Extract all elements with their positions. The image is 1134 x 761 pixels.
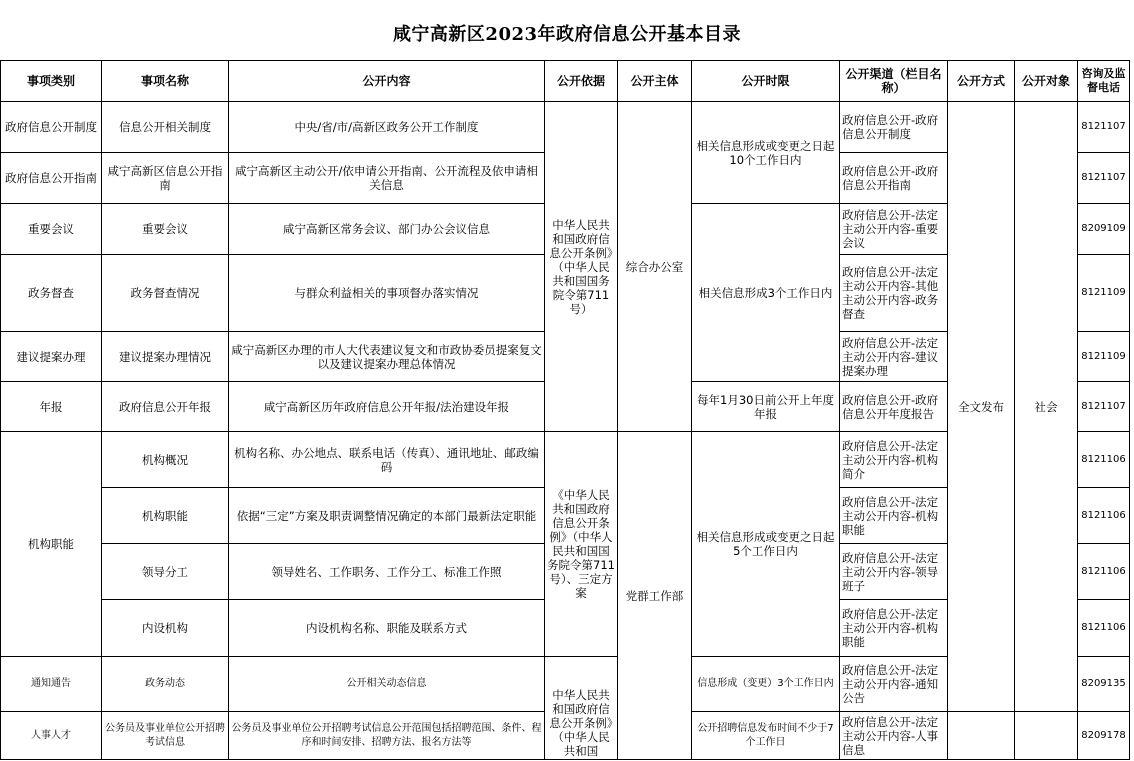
target-cell [1015, 712, 1078, 760]
basis-cell: 《中华人民共和国政府信息公开条例》（中华人民共和国国务院令第711号）、三定方案 [545, 432, 618, 657]
name-cell: 内设机构 [102, 600, 229, 657]
content-cell: 咸宁高新区常务会议、部门办公会议信息 [229, 204, 545, 255]
time-cell: 每年1月30日前公开上年度年报 [692, 382, 840, 432]
name-cell: 重要会议 [102, 204, 229, 255]
category-cell: 重要会议 [1, 204, 102, 255]
phone-cell: 8121106 [1078, 600, 1130, 657]
content-cell: 领导姓名、工作职务、工作分工、标准工作照 [229, 544, 545, 600]
content-cell: 公务员及事业单位公开招聘考试信息公开范围包括招聘范围、条件、程序和时间安排、招聘方法、报名方法等 [229, 712, 545, 760]
page-title: 咸宁高新区2023年政府信息公开基本目录 [392, 24, 742, 45]
catalog-table [0, 60, 1130, 760]
header-cell: 公开时限 [692, 61, 840, 102]
content-cell: 中央/省/市/高新区政务公开工作制度 [229, 102, 545, 153]
phone-cell: 8121107 [1078, 102, 1130, 153]
content-cell: 咸宁高新区办理的市人大代表建议复文和市政协委员提案复文以及建议提案办理总体情况 [229, 332, 545, 382]
name-cell: 建议提案办理情况 [102, 332, 229, 382]
category-cell: 人事人才 [1, 712, 102, 760]
name-cell: 政府信息公开年报 [102, 382, 229, 432]
phone-cell: 8209178 [1078, 712, 1130, 760]
content-cell: 内设机构名称、职能及联系方式 [229, 600, 545, 657]
time-cell: 信息形成（变更）3个工作日内 [692, 657, 840, 712]
basis-cell: 中华人民共和国政府信息公开条例》（中华人民共和国 [545, 657, 618, 760]
time-cell: 相关信息形成3个工作日内 [692, 204, 840, 382]
header-cell: 公开方式 [948, 61, 1015, 102]
phone-cell: 8121106 [1078, 432, 1130, 488]
name-cell: 政务动态 [102, 657, 229, 712]
name-cell: 信息公开相关制度 [102, 102, 229, 153]
header-cell: 公开依据 [545, 61, 618, 102]
channel-cell: 政府信息公开-法定主动公开内容-通知公告 [840, 657, 948, 712]
content-cell: 机构名称、办公地点、联系电话（传真）、通讯地址、邮政编码 [229, 432, 545, 488]
channel-cell: 政府信息公开-法定主动公开内容-人事信息 [840, 712, 948, 760]
header-row [1, 61, 1130, 102]
category-cell: 机构职能 [1, 432, 102, 657]
category-cell: 政府信息公开制度 [1, 102, 102, 153]
channel-cell: 政府信息公开-法定主动公开内容-其他主动公开内容-政务督查 [840, 255, 948, 332]
time-cell: 公开招聘信息发布时间不少于7个工作日 [692, 712, 840, 760]
content-cell: 咸宁高新区主动公开/依申请公开指南、公开流程及依申请相关信息 [229, 153, 545, 204]
header-cell: 咨询及监督电话 [1078, 61, 1130, 102]
phone-cell: 8121106 [1078, 488, 1130, 544]
table-row [1, 102, 1130, 153]
channel-cell: 政府信息公开-法定主动公开内容-重要会议 [840, 204, 948, 255]
phone-cell: 8121107 [1078, 382, 1130, 432]
category-cell: 政府信息公开指南 [1, 153, 102, 204]
header-cell: 公开对象 [1015, 61, 1078, 102]
subject-cell: 党群工作部 [618, 432, 692, 760]
phone-cell: 8209109 [1078, 204, 1130, 255]
phone-cell: 8121106 [1078, 544, 1130, 600]
phone-cell: 8209135 [1078, 657, 1130, 712]
channel-cell: 政府信息公开-政府信息公开制度 [840, 102, 948, 153]
header-cell: 公开主体 [618, 61, 692, 102]
header-cell: 公开内容 [229, 61, 545, 102]
channel-cell: 政府信息公开-法定主动公开内容-建议提案办理 [840, 332, 948, 382]
name-cell: 机构职能 [102, 488, 229, 544]
header-cell: 事项类别 [1, 61, 102, 102]
channel-cell: 政府信息公开-政府信息公开年度报告 [840, 382, 948, 432]
category-cell: 年报 [1, 382, 102, 432]
name-cell: 咸宁高新区信息公开指南 [102, 153, 229, 204]
name-cell: 领导分工 [102, 544, 229, 600]
method-cell: 全文发布 [948, 102, 1015, 712]
subject-cell: 综合办公室 [618, 102, 692, 432]
phone-cell: 8121107 [1078, 153, 1130, 204]
name-cell: 公务员及事业单位公开招聘考试信息 [102, 712, 229, 760]
channel-cell: 政府信息公开-法定主动公开内容-机构简介 [840, 432, 948, 488]
name-cell: 政务督查情况 [102, 255, 229, 332]
channel-cell: 政府信息公开-政府信息公开指南 [840, 153, 948, 204]
phone-cell: 8121109 [1078, 332, 1130, 382]
method-cell [948, 712, 1015, 760]
category-cell: 政务督查 [1, 255, 102, 332]
content-cell: 咸宁高新区历年政府信息公开年报/法治建设年报 [229, 382, 545, 432]
content-cell: 公开相关动态信息 [229, 657, 545, 712]
content-cell: 与群众利益相关的事项督办落实情况 [229, 255, 545, 332]
phone-cell: 8121109 [1078, 255, 1130, 332]
target-cell: 社会 [1015, 102, 1078, 712]
header-cell: 公开渠道（栏目名称） [840, 61, 948, 102]
category-cell: 通知通告 [1, 657, 102, 712]
header-cell: 事项名称 [102, 61, 229, 102]
channel-cell: 政府信息公开-法定主动公开内容-领导班子 [840, 544, 948, 600]
channel-cell: 政府信息公开-法定主动公开内容-机构职能 [840, 600, 948, 657]
time-cell: 相关信息形成或变更之日起10个工作日内 [692, 102, 840, 204]
time-cell: 相关信息形成或变更之日起5个工作日内 [692, 432, 840, 657]
channel-cell: 政府信息公开-法定主动公开内容-机构职能 [840, 488, 948, 544]
content-cell: 依据“三定”方案及职责调整情况确定的本部门最新法定职能 [229, 488, 545, 544]
category-cell: 建议提案办理 [1, 332, 102, 382]
basis-cell: 中华人民共和国政府信息公开条例》（中华人民共和国国务院令第711号） [545, 102, 618, 432]
name-cell: 机构概况 [102, 432, 229, 488]
